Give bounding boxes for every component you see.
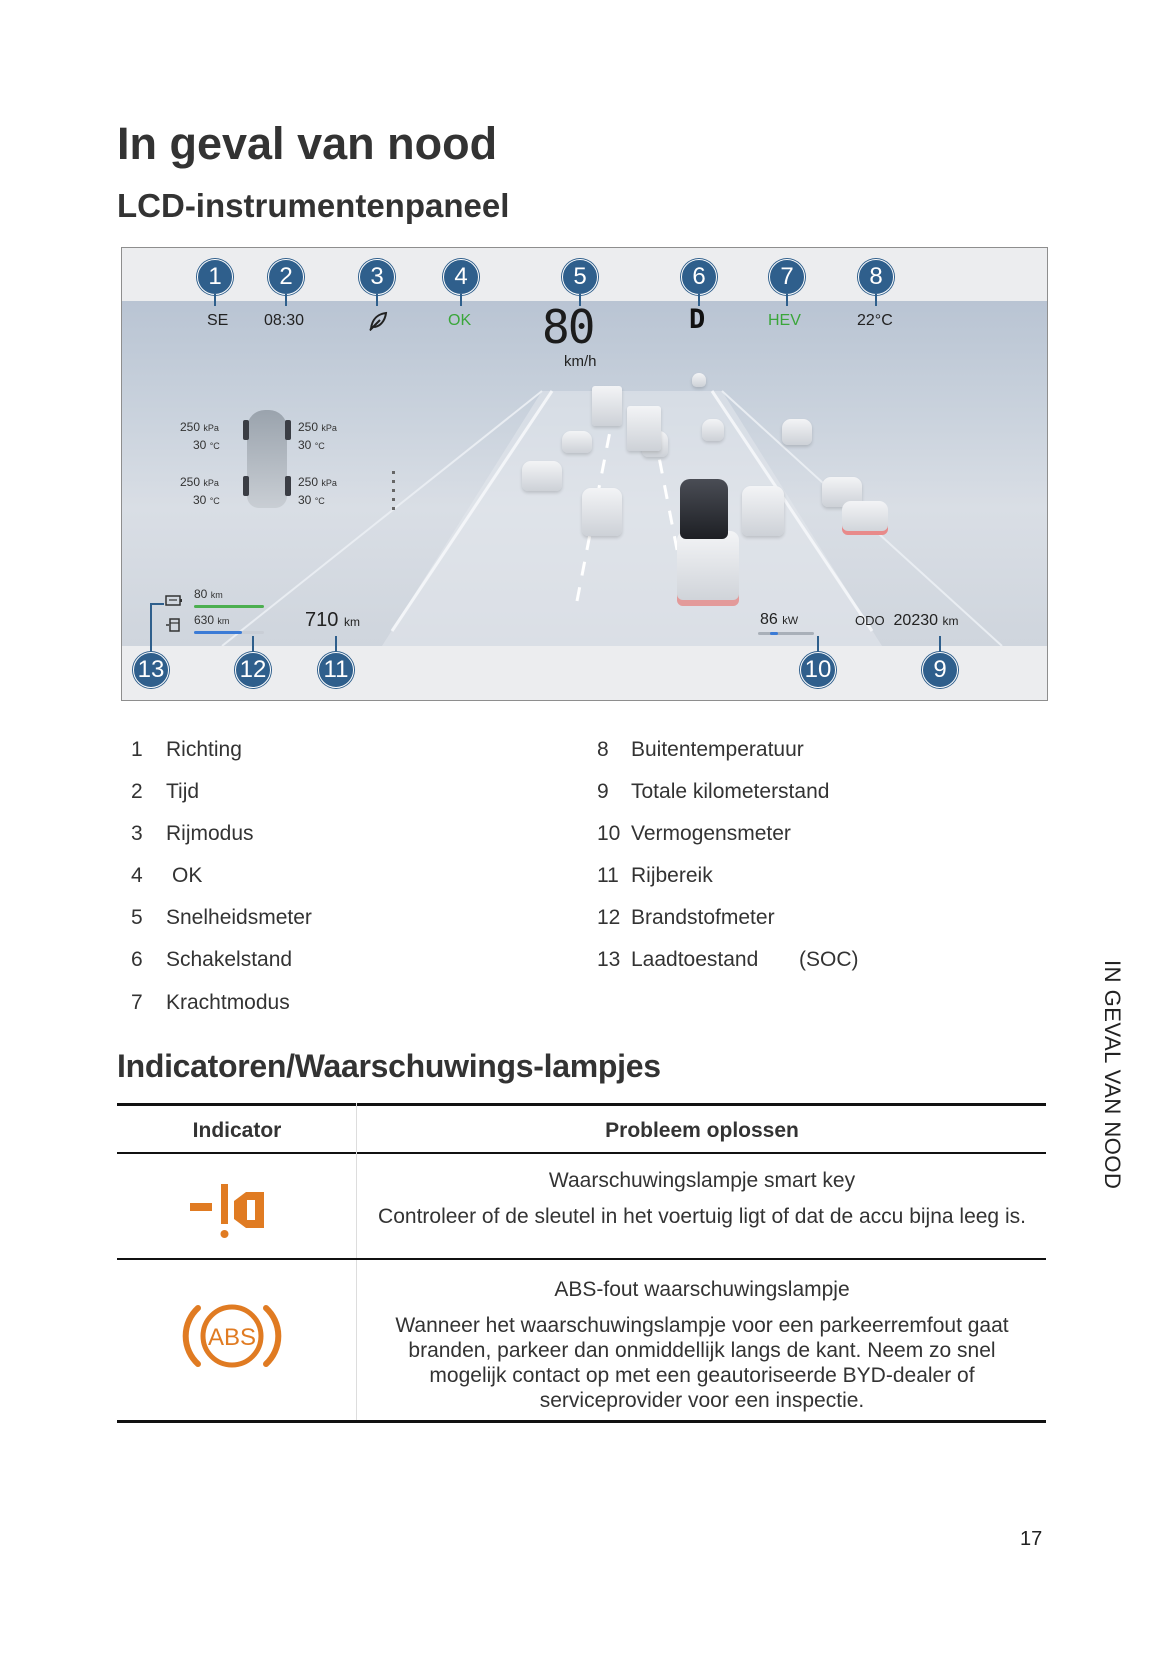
tire-fr-temp: 30 °C (298, 438, 325, 452)
column-divider (356, 1103, 357, 1423)
fuel-pump-icon (165, 617, 183, 633)
callout-line (786, 294, 788, 306)
legend-num: 7 (131, 991, 143, 1014)
legend-num: 11 (597, 864, 619, 887)
tire-fl (243, 420, 249, 440)
legend-num: 5 (131, 906, 143, 929)
tire-rl-pressure: 250 kPa (180, 475, 219, 489)
callout-line (376, 294, 378, 306)
odometer: ODO 20230 km (855, 612, 959, 629)
callout-line (214, 294, 216, 306)
power-bar-track (758, 632, 814, 635)
traffic-car (692, 373, 706, 387)
tire-rl (243, 476, 249, 496)
smart-key-warning-icon (188, 1180, 280, 1242)
dashboard-figure (121, 247, 1048, 701)
legend-num: 13 (597, 948, 621, 971)
traffic-car (782, 419, 812, 445)
legend-label: Krachtmodus (166, 991, 290, 1014)
tire-fl-temp: 30 °C (193, 438, 220, 452)
power-bar (770, 632, 778, 635)
tire-rl-temp: 30 °C (193, 493, 220, 507)
abs-icon-label: ABS (207, 1324, 257, 1351)
legend-label: Rijbereik (631, 864, 713, 887)
total-range: 710 km (305, 609, 360, 631)
traffic-car (562, 431, 592, 453)
tire-rr-pressure: 250 kPa (298, 475, 337, 489)
callout-3: 3 (359, 259, 395, 295)
callout-2: 2 (268, 259, 304, 295)
legend-label: Vermogensmeter (631, 822, 791, 845)
battery-icon (165, 593, 183, 607)
callout-12: 12 (235, 652, 271, 688)
legend-label: Snelheidsmeter (166, 906, 312, 929)
tire-fr (285, 420, 291, 440)
abs-warning-icon (182, 1298, 282, 1374)
callout-4: 4 (443, 259, 479, 295)
ok-indicator: OK (448, 312, 472, 329)
tire-rr-temp: 30 °C (298, 493, 325, 507)
side-section-label: IN GEVAL VAN NOOD (1100, 960, 1125, 1190)
callout-10: 10 (800, 652, 836, 688)
callout-line (875, 294, 877, 306)
legend-num: 4 (131, 864, 143, 887)
ego-car (680, 479, 728, 539)
traffic-car (582, 488, 622, 536)
callout-8: 8 (858, 259, 894, 295)
legend-label: Totale kilometerstand (631, 780, 830, 803)
traffic-car (742, 486, 784, 536)
legend-label: Richting (166, 738, 242, 761)
page-title: In geval van nood (117, 118, 498, 169)
traffic-car (522, 461, 562, 491)
eco-leaf-icon (368, 311, 388, 331)
col-header-solution: Probleem oplossen (605, 1119, 799, 1142)
table-bottom-rule (117, 1420, 1046, 1423)
assist-indicator-dots (392, 471, 395, 516)
legend-label: Buitentemperatuur (631, 738, 804, 761)
section-subtitle: LCD-instrumentenpaneel (117, 187, 510, 224)
traffic-car (842, 501, 888, 535)
ev-range-bar (194, 605, 264, 608)
ev-range: 80 km (194, 587, 223, 601)
legend-extra: (SOC) (799, 948, 859, 971)
callout-line (252, 636, 254, 652)
tire-fr-pressure: 250 kPa (298, 420, 337, 434)
traffic-truck (592, 386, 622, 426)
row-rule (117, 1258, 1046, 1260)
legend-num: 1 (131, 738, 143, 761)
warning-title: Waarschuwingslampje smart key (548, 1169, 856, 1192)
legend-label: Brandstofmeter (631, 906, 775, 929)
legend-num: 10 (597, 822, 621, 845)
outside-temp-value: 22°C (857, 312, 893, 329)
speed-unit: km/h (564, 353, 597, 370)
tire-fl-pressure: 250 kPa (180, 420, 219, 434)
legend-label: Rijmodus (166, 822, 254, 845)
warning-description: Wanneer het waarschuwingslampje voor een parkeerremfout gaat branden, parkeer dan onmiddellijk langs de kant. Neem zo snel mogelijk contact op met een geautoriseerde BYD-dealer of serviceprovider voor een inspectie. (395, 1314, 1009, 1412)
fuel-range-bar (194, 631, 242, 634)
legend-num: 12 (597, 906, 621, 929)
warning-description: Controleer of de sleutel in het voertuig ligt of dat de accu bijna leeg is. (378, 1205, 1026, 1228)
warning-title: ABS-fout waarschuwingslampje (554, 1278, 850, 1301)
legend-label: OK (172, 864, 203, 887)
power-value: 86 kW (760, 611, 799, 628)
fuel-range: 630 km (194, 613, 230, 627)
time-value: 08:30 (264, 312, 305, 329)
legend-num: 9 (597, 780, 609, 803)
traffic-car-behind (677, 531, 739, 606)
callout-11: 11 (318, 652, 354, 688)
legend-num: 3 (131, 822, 143, 845)
callout-7: 7 (769, 259, 805, 295)
callout-1: 1 (197, 259, 233, 295)
callout-13: 13 (133, 652, 169, 688)
speed-value: 80 (542, 300, 594, 354)
col-header-indicator: Indicator (192, 1119, 282, 1142)
section-title: Indicatoren/Waarschuwings-lampjes (117, 1048, 661, 1084)
callout-5: 5 (562, 259, 598, 295)
callout-line (335, 636, 337, 652)
gear-value: D (689, 304, 706, 335)
direction-value: SE (207, 312, 229, 329)
legend-label: Tijd (166, 780, 200, 803)
legend-num: 2 (131, 780, 143, 803)
legend-num: 8 (597, 738, 609, 761)
legend-label: Schakelstand (166, 948, 293, 971)
callout-line (460, 294, 462, 306)
traffic-truck (627, 406, 661, 451)
table-header-rule (117, 1152, 1046, 1154)
tire-rr (285, 476, 291, 496)
callout-line (817, 636, 819, 652)
legend-num: 6 (131, 948, 143, 971)
legend-label: Laadtoestand (631, 948, 759, 971)
callout-line (939, 636, 941, 652)
callout-line (150, 603, 164, 605)
callout-line (285, 294, 287, 306)
table-top-rule (117, 1103, 1046, 1106)
callout-9: 9 (922, 652, 958, 688)
car-topview (247, 410, 287, 508)
traffic-car (702, 419, 724, 441)
power-mode-value: HEV (768, 312, 801, 329)
page-number: 17 (1020, 1528, 1043, 1550)
callout-line (150, 604, 152, 652)
callout-6: 6 (681, 259, 717, 295)
